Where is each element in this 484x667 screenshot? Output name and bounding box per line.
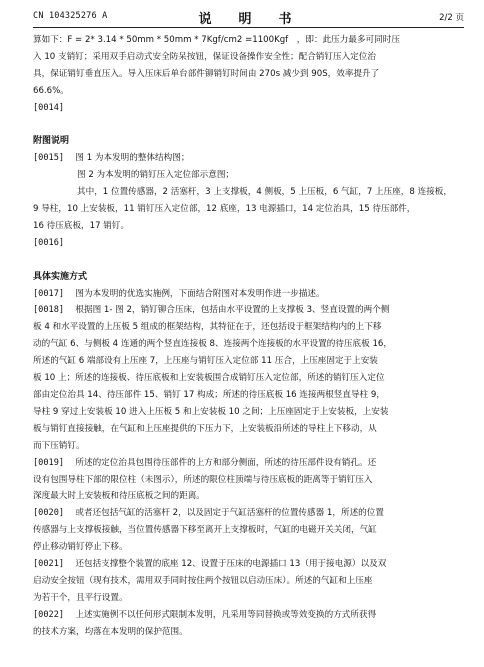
- paragraph-0017: [33, 286, 464, 303]
- paragraph-0015: [33, 150, 464, 167]
- text-line: 图 2 为本发明的销钉压入定位部示意图；: [77, 170, 235, 181]
- text-line: 停止移动销钉停止下移。: [33, 542, 128, 553]
- text-line: 传感器与上支撑板接触，当位置传感器下移至离开上支撑板时，气缸的电磁开关关闭，气缸: [33, 525, 377, 536]
- text-line: 板 10 上；所述的连接板、待压底板和上安装板围合成销钉压入定位部，所述的销钉压入定位: [33, 373, 385, 384]
- text-line: 66.6%。: [33, 85, 69, 96]
- document-body: [33, 32, 464, 641]
- paragraph-number: [0014]: [33, 102, 65, 113]
- paragraph-number: [0018]: [33, 305, 65, 316]
- text-line: 设有包围导柱下部的限位柱（未图示），所述的限位柱顶端与待压底板的距离等于销钉压入: [33, 474, 373, 485]
- paragraph-0020: [33, 505, 464, 522]
- paragraph-number: [0017]: [33, 288, 65, 299]
- paragraph-number: [0019]: [33, 457, 65, 468]
- text-line: 的技术方案，均落在本发明的保护范围。: [33, 626, 188, 637]
- paragraph-number: [0021]: [33, 559, 65, 570]
- text-line: 其中，1 位置传感器，2 活塞杆，3 上支撑板，4 侧板，5 上压板，6 气缸，7 上压座，8 连接板，: [77, 187, 452, 198]
- section-heading: 附图说明: [33, 136, 70, 147]
- text-line: 导柱 9 穿过上安装板 10 进入上压板 5 和上安装板 10 之间；上压座固定于上安装板，上安装: [33, 406, 389, 417]
- text-line: 为若干个，且平行设置。: [33, 592, 128, 603]
- paragraph-number: [0022]: [33, 609, 65, 620]
- document-title: 说 明 书: [198, 12, 299, 27]
- paragraph-text: 根据图 1- 图 2，销钉铆合压床，包括由水平设置的上支撑板 3、竖直设置的两个侧: [75, 305, 390, 316]
- paragraph-0022: [33, 607, 464, 624]
- header-rule: [33, 27, 464, 28]
- paragraph-number: [0020]: [33, 508, 65, 519]
- text-line: 算如下：F = 2* 3.14 * 50mm * 50mm * 7Kgf/cm2 =1100Kgf ，即：此压力最多可同时压: [33, 35, 400, 45]
- page-header: [33, 8, 464, 26]
- text-line: 9 导柱，10 上安装板，11 销钉压入定位部，12 底座，13 电源插口，14 定位治具，15 待压部件，: [33, 204, 416, 215]
- page-number: 2/2 页: [439, 13, 464, 23]
- text-line: 具，保证销钉垂直压入。导入压床后单台部件铆销钉时间由 270s 减少到 90S，效率提升了: [33, 68, 380, 79]
- paragraph-text: 还包括支撑整个装置的底座 12、设置于压床的电源插口 13（用于接电源）以及双: [75, 559, 387, 570]
- paragraph-text: 或者还包括气缸的活塞杆 2，以及固定于气缸活塞杆的位置传感器 1，所述的位置: [75, 508, 384, 519]
- text-line: 入 10 支销钉；采用双手启动式安全防呆按钮，保证设备操作安全性；配合销钉压入定位治: [33, 51, 376, 62]
- text-line: 16 待压底板，17 销钉。: [33, 220, 130, 231]
- text-line: 板与销钉直接接触，在气缸和上压座提供的下压力下，上安装板沿所述的导柱上下移动，从: [33, 423, 377, 434]
- paragraph-text: 上述实施例不以任何形式限制本发明，凡采用等同替换或等效变换的方式所获得: [75, 609, 377, 620]
- paragraph-number: [0015]: [33, 153, 65, 164]
- paragraph-0018: [33, 302, 464, 319]
- text-line: 部由定位治具 14、待压部件 15、销钉 17 构成；所述的待压底板 16 连接两根竖直导柱 9，: [33, 390, 385, 400]
- text-line: 启动安全按钮（现有技术，需用双手同时按住两个按钮以启动压床）。所述的气缸和上压座: [33, 575, 373, 586]
- paragraph-0019: [33, 455, 464, 472]
- paragraph-text: 图 1 为本发明的整体结构图；: [75, 153, 190, 164]
- publication-number: CN 104325276 A: [33, 11, 108, 21]
- text-line: 所述的气缸 6 端部设有上压座 7，上压座与销钉压入定位部 11 压合，上压座固定于上安装: [33, 356, 378, 367]
- text-line: 深度最大时上安装板和待压底板之间的距离。: [33, 491, 205, 502]
- section-heading: 具体实施方式: [33, 271, 88, 282]
- paragraph-number: [0016]: [33, 237, 65, 248]
- text-line: 动的气缸 6、与侧板 4 连通的两个竖直连接板 8、连接两个连接板的水平设置的待压底板 16，: [33, 339, 392, 350]
- paragraph-text: 图为本发明的优选实施例，下面结合附图对本发明作进一步描述。: [75, 288, 325, 299]
- text-line: 而下压销钉。: [33, 440, 85, 451]
- paragraph-text: 所述的定位治具包围待压部件的上方和部分侧面，所述的待压部件设有销孔。还: [75, 457, 377, 468]
- text-line: 板 4 和水平设置的上压板 5 组成的框架结构，其特征在于，还包括设于框架结构内的上下移: [33, 322, 382, 333]
- paragraph-0021: [33, 556, 464, 573]
